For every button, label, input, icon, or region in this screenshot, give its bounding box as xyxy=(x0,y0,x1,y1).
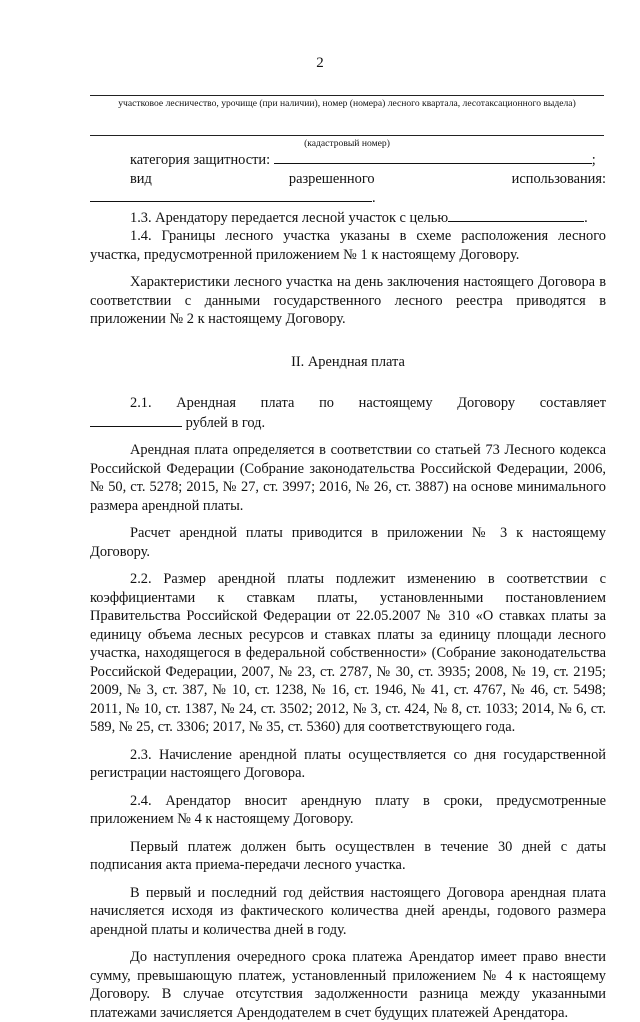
label-permitted-use: вид разрешенного использования: xyxy=(130,170,606,187)
clause-1-4: 1.4. Границы лесного участка указаны в схеме расположения лесного участка, предусмотренной приложением № 1 к настоящему Договору. xyxy=(90,228,606,263)
word: составляет xyxy=(539,395,606,411)
word: Арендная xyxy=(176,395,236,411)
clause-2-2: 2.2. Размер арендной платы подлежит изменению в соответствии с коэффициентами к ставкам платы, установленными постановлением Правительства Российской Федерации от 22.05.2007 № 310 «О ставках платы за единицу объема лесных ресурсов и ставках платы за единицу площади лесного участка, находящегося в федеральной собственности» (Собрание законодательства Российской Федерации, 2007, № 23, ст. 2787, № 30, ст. 3935; 2008, № 19, ст. 2195; 2009, № 3, ст. 387, № 10, ст. 1238, № 16, ст. 1946, № 41, ст. 4767, № 46, ст. 5498; 2011, № 10, ст. 1387, № 24, ст. 3502; 2012, № 3, ст. 424, № 8, ст. 1033; 2014, № 6, ст. 589, № 25, ст. 3306; 2017, № 35, ст. 5360) для соответствующего года. xyxy=(90,571,606,735)
paragraph-rent-calculation: Расчет арендной платы приводится в приложении № 3 к настоящему Договору. xyxy=(90,525,606,560)
document-body xyxy=(90,150,606,1022)
blank-permitted-use xyxy=(90,188,372,202)
blank-purpose xyxy=(448,208,584,222)
word: настоящему xyxy=(358,395,433,411)
blank-line-forest-location xyxy=(90,95,604,96)
page-number: 2 xyxy=(316,55,324,71)
punct: . xyxy=(584,209,588,226)
caption-cadastral-number: (кадастровый номер) xyxy=(304,138,390,149)
blank-rent-amount xyxy=(90,413,182,427)
label-protection-category: категория защитности: xyxy=(130,152,271,168)
caption-forest-location: участковое лесничество, урочище (при наличии), номер (номера) лесного квартала, лесотаксационного выдела) xyxy=(118,98,576,109)
paragraph-rent-basis: Арендная плата определяется в соответствии со статьей 73 Лесного кодекса Российской Федерации (Собрание законодательства Российской Федерации, 2006, № 50, ст. 5278; 2015, № 27, ст. 3997; 2016, № 26, ст. 3887) на основе минимального размера арендной платы. xyxy=(90,442,606,514)
blank-protection-category xyxy=(274,150,592,164)
clause-1-3 xyxy=(90,208,606,228)
paragraph-prepayment: До наступления очередного срока платежа Арендатор имеет право внести сумму, превышающую платеж, установленный приложением № 4 к настоящему Договору. В случае отсутствия задолженности разница между указанными платежами зачисляется Арендодателем в счет будущих платежей Арендатора. xyxy=(90,949,606,1021)
punct: ; xyxy=(591,152,596,168)
clause-2-1-second-line xyxy=(90,413,606,433)
paragraph-first-payment: Первый платеж должен быть осуществлен в течение 30 дней с даты подписания акта приема-передачи лесного участка. xyxy=(90,838,606,873)
word: плата xyxy=(260,395,295,411)
word: Договору xyxy=(457,395,516,411)
blank-line-cadastral-number xyxy=(90,135,604,136)
word: 2.1. xyxy=(130,395,152,411)
clause-1-3-text: 1.3. Арендатору передается лесной участок с целью xyxy=(130,209,449,226)
paragraph-characteristics: Характеристики лесного участка на день заключения настоящего Договора в соответствии с данными государственного лесного реестра приводятся в приложении № 2 к настоящему Договору. xyxy=(90,274,606,327)
clause-2-3: 2.3. Начисление арендной платы осуществляется со дня государственной регистрации настоящего Договора. xyxy=(90,746,606,781)
paragraph-first-last-year: В первый и последний год действия настоящего Договора арендная плата начисляется исходя из фактического количества дней аренды, годового размера арендной платы и количества дней в году. xyxy=(90,884,606,938)
punct: . xyxy=(372,190,376,206)
clause-2-1-first-line xyxy=(90,394,606,413)
line-protection-category xyxy=(90,150,606,170)
clause-2-1-tail: рублей в год. xyxy=(185,414,266,431)
clause-2-4: 2.4. Арендатор вносит арендную плату в сроки, предусмотренные приложением № 4 к настоящему Договору. xyxy=(90,792,606,827)
section-2-title: II. Арендная плата xyxy=(291,353,405,370)
line-permitted-use xyxy=(90,170,606,208)
word: по xyxy=(319,395,334,411)
